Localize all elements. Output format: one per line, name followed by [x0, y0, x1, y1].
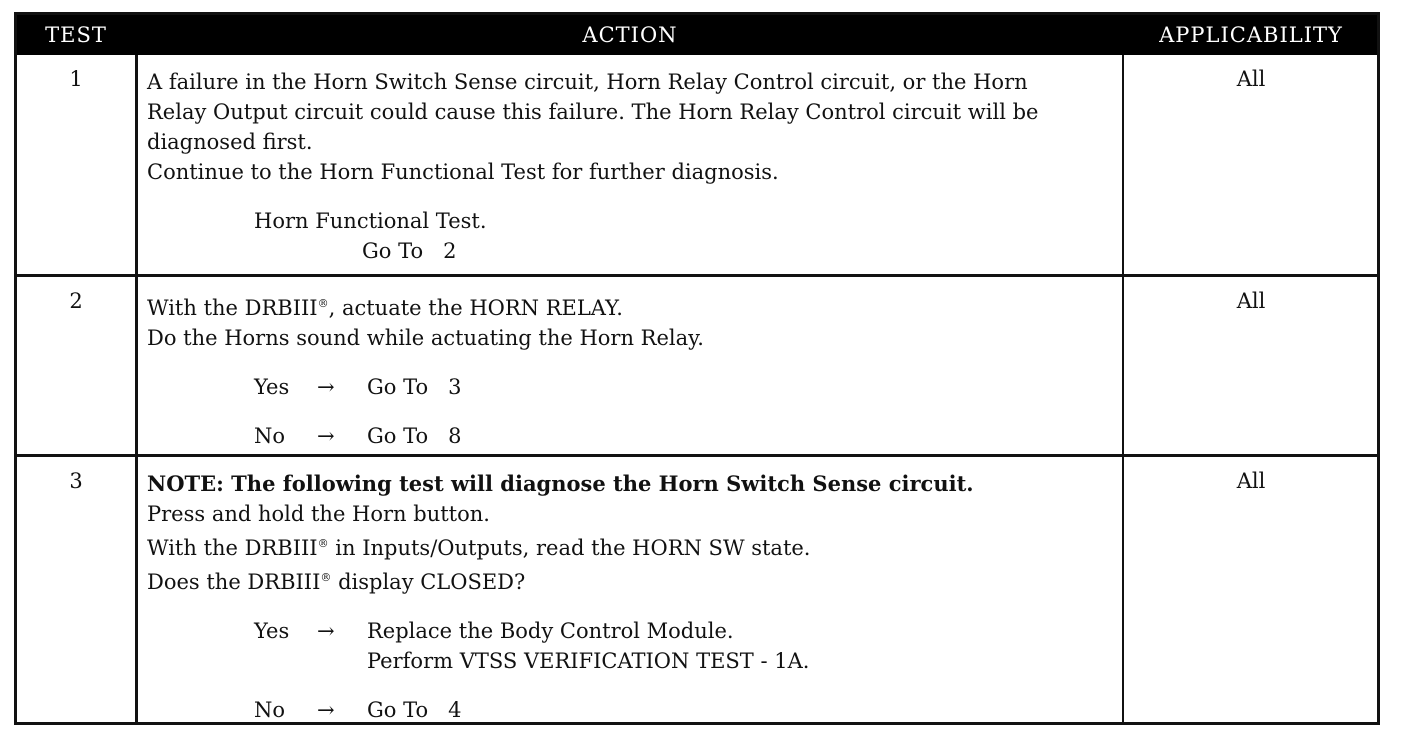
arrow-icon: → [317, 698, 335, 722]
step-title: Horn Functional Test. [254, 209, 487, 233]
no-branch [147, 421, 1117, 451]
header-test: TEST [45, 23, 107, 47]
yes-label: Yes [254, 375, 290, 399]
registered-mark: ® [317, 537, 329, 550]
yes-branch-continued [147, 646, 1117, 676]
applicability: All [1236, 469, 1266, 493]
table-header [17, 15, 1377, 55]
header-action: ACTION [582, 23, 678, 47]
header-applicability: APPLICABILITY [1159, 23, 1343, 47]
arrow-icon: → [317, 424, 335, 448]
action-text: Continue to the Horn Functional Test for further diagnosis. [147, 160, 779, 184]
no-label: No [254, 698, 286, 722]
note-text: NOTE: The following test will diagnose the Horn Switch Sense circuit. [147, 471, 974, 496]
action-text: diagnosed first. [147, 130, 313, 154]
action-text: Press and hold the Horn button. [147, 502, 490, 526]
test-number: 1 [69, 67, 83, 91]
registered-mark: ® [317, 297, 329, 310]
yes-branch [147, 372, 1117, 402]
action-cell [147, 67, 1117, 266]
no-target: Go To 8 [367, 424, 462, 448]
action-text: Do the Horns sound while actuating the Horn Relay. [147, 326, 704, 350]
goto-text: Go To 2 [362, 239, 457, 263]
action-text: With the DRBIII®, actuate the HORN RELAY. [147, 296, 623, 320]
test-number: 2 [69, 289, 83, 313]
registered-mark: ® [320, 571, 332, 584]
yes-branch [147, 616, 1117, 646]
applicability: All [1236, 289, 1266, 313]
diagnostic-table [14, 12, 1380, 725]
no-label: No [254, 424, 286, 448]
yes-target: Go To 3 [367, 375, 462, 399]
action-cell [147, 469, 1117, 725]
table-row [17, 457, 1377, 722]
yes-label: Yes [254, 619, 290, 643]
yes-target: Perform VTSS VERIFICATION TEST - 1A. [367, 649, 810, 673]
action-text: Relay Output circuit could cause this failure. The Horn Relay Control circuit will be [147, 100, 1039, 124]
yes-target: Replace the Body Control Module. [367, 619, 734, 643]
no-target: Go To 4 [367, 698, 462, 722]
action-cell [147, 289, 1117, 451]
arrow-icon: → [317, 375, 335, 399]
action-text: A failure in the Horn Switch Sense circuit, Horn Relay Control circuit, or the Horn [147, 70, 1028, 94]
test-number: 3 [69, 469, 83, 493]
table-row [17, 55, 1377, 277]
action-text: With the DRBIII® in Inputs/Outputs, read the HORN SW state. [147, 536, 811, 560]
action-text: Does the DRBIII® display CLOSED? [147, 570, 526, 594]
no-branch [147, 695, 1117, 725]
arrow-icon: → [317, 619, 335, 643]
table-row [17, 277, 1377, 457]
applicability: All [1236, 67, 1266, 91]
